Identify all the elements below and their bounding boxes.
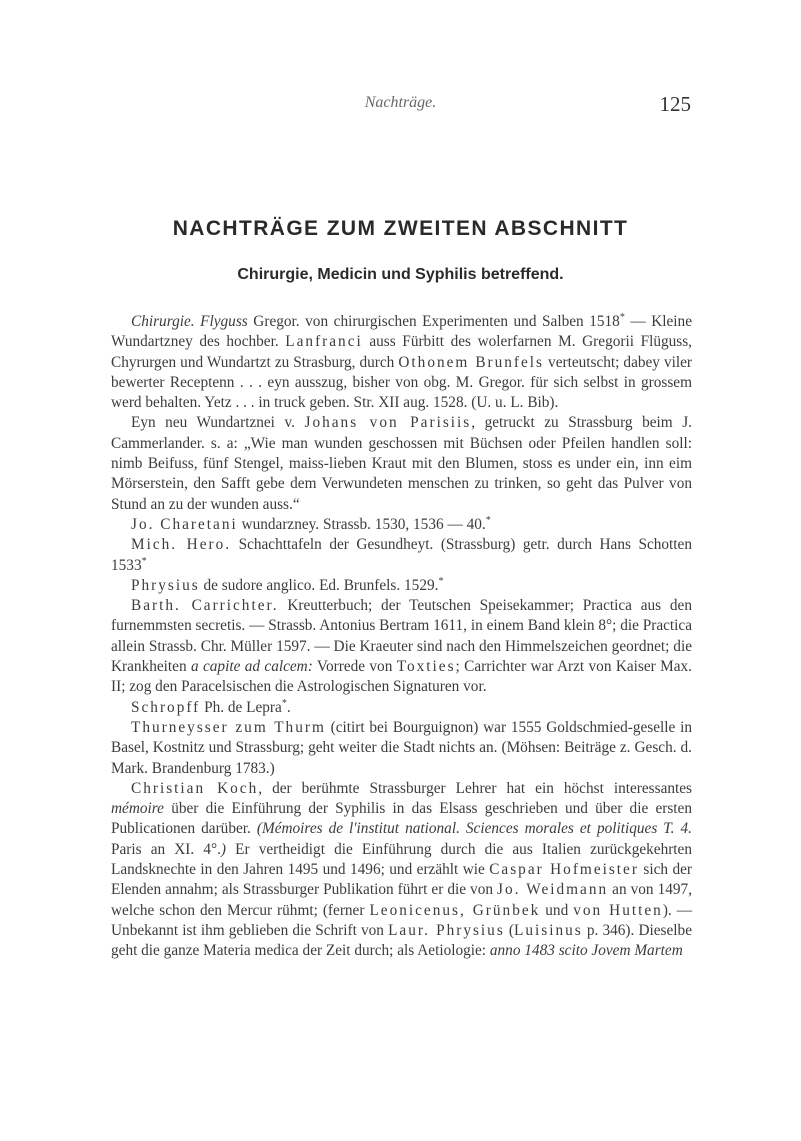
text-run: , der berühmte Strassburger Lehrer hat ein höchst interessantes — [258, 779, 693, 797]
page-number: 125 — [659, 92, 691, 116]
footnote-mark: * — [485, 514, 491, 526]
text-run: de sudore anglico. Ed. Brunfels. 1529. — [199, 576, 439, 594]
text-run: Ph. de Lepra — [200, 698, 282, 716]
name-spaced: Toxties — [396, 658, 456, 676]
section-title: NACHTRÄGE ZUM ZWEITEN ABSCHNITT — [172, 217, 629, 240]
italic-text: a capite ad calcem: — [190, 658, 313, 676]
name-spaced: Lanfranci — [285, 333, 363, 351]
italic-text: anno 1483 scito Jovem Martem — [489, 942, 683, 960]
text-run: Vorrede von — [312, 658, 397, 676]
text-run: Kreutterbuch; der Teutschen Speisekammer; Practica aus den furnemmsten secretis. — Strassb. Antonius Bertram 1611, in einem Band klein 8°; die Practica allein Strassb. Chr. Müller 1597. — Die Kraeuter sind nach den Himmelszeichen geordnet; die Krankheiten — [111, 597, 692, 676]
text-run: (citirt bei Bourguignon) war 1555 Goldschmied-geselle in Basel, Kostnitz und Strassburg; geht weiter die Stadt nichts an. (Möhsen: Beiträge z. Gesch. d. Mark. Brandenburg 1783.) — [111, 718, 692, 777]
footnote-mark: * — [141, 555, 147, 567]
name-spaced: Luisinus — [514, 921, 583, 939]
paragraph-parisiis — [111, 413, 692, 514]
footnote-mark: * — [619, 311, 625, 323]
text-run: Eyn neu Wundartznei v. — [131, 414, 305, 432]
running-title: Nachträge. — [364, 94, 437, 111]
text-run: ; Carrichter war Arzt von Kaiser Max. II; zog den Paracelsischen die Astrologischen Signaturen vor. — [111, 658, 692, 696]
name-spaced: Schropff — [131, 698, 201, 716]
paragraph-schropff — [111, 698, 692, 718]
paragraph-flyguss — [111, 312, 692, 413]
text-run: p. 346). Dieselbe geht die ganze Materia medica der Zeit durch; als Aetiologie: — [111, 921, 692, 960]
name-spaced: von Hutten — [573, 901, 663, 919]
paragraph-koch — [111, 779, 692, 962]
paragraph-carrichter — [111, 596, 692, 697]
name-spaced: Jo. Weidmann — [497, 881, 609, 899]
text-run: über die Einführung der Syphilis in das Elsass geschrieben und über die ersten Publicationen darüber. — [111, 800, 692, 838]
italic-text: (Mémoires de l'institut national. Sciences morales et politiques T. 4. — [256, 820, 692, 838]
name-spaced: Barth. Carrichter. — [131, 597, 279, 615]
italic-text: mémoire — [111, 800, 164, 818]
text-run: auss Fürbitt des wolerfarnen M. Gregorii Flüguss, Chyrurgen und Wundartzt zu Strasburg, durch — [111, 333, 693, 371]
name-spaced: Thurneysser zum Thurm — [131, 718, 326, 736]
text-run: sich der Elenden annahm; als Strassburger Publikation führt er die von — [111, 861, 692, 899]
text-run: , getruckt zu Strassburg beim J. Cammerlander. s. a: „Wie man wunden geschossen mit Büchsen oder Pfeilen handlen soll: nimb Beifuss, fünf Stengel, maiss-lieben Kraut mit den Blumen, stoss es under ein, inn eim Mörserstein, den Safft gebe dem Verwundeten menschen zu trinken, so geht das Pulver von Stund an zu der wunden auss.“ — [111, 414, 693, 513]
name-spaced: Othonem Brunfels — [398, 353, 545, 371]
text-run: Schachttafeln der Gesundheyt. (Strassburg) getr. durch Hans Schotten 1533 — [111, 536, 692, 574]
section-subtitle: Chirurgie, Medicin und Syphilis betreffend. — [237, 266, 564, 283]
name-spaced: Caspar Hofmeister — [489, 861, 639, 879]
text-run: verteutscht; dabey viler bewerter Receptenn . . . eyn ausszug, bisher von obg. M. Gregor. für sich selbst in grossem werd behalten. Yetz . . . in truck geben. Str. XII aug. 1528. (U. u. L. Bib). — [111, 353, 693, 412]
italic-text: ) — [220, 840, 227, 858]
text-run: wundarzney. Strassb. 1530, 1536 — 40. — [237, 515, 486, 533]
text-run: . — [286, 698, 291, 716]
body-text — [111, 312, 692, 962]
text-run: Er vertheidigt die Einführung durch die aus Italien zurückgekehrten Landsknechte in den Jahren 1495 und 1496; und erzählt wie — [111, 840, 692, 879]
text-run: ( — [504, 921, 515, 939]
name-spaced: Jo. Charetani — [131, 515, 238, 533]
name-spaced: Phrysius — [131, 576, 200, 594]
text-run: an von 1497, welche schon den Mercur rühmt; (ferner — [111, 881, 693, 919]
text-run: — Kleine Wundartzney des hochber. — [111, 313, 692, 351]
paragraph-phrysius — [111, 576, 692, 596]
text-run: und — [540, 901, 574, 919]
name-spaced: Christian Koch — [131, 779, 259, 797]
paragraph-thurneysser — [111, 718, 692, 779]
paragraph-hero — [111, 535, 692, 576]
name-spaced: Laur. Phrysius — [388, 921, 505, 939]
running-head — [0, 78, 801, 116]
text-run: Paris an XI. 4°. — [111, 840, 221, 858]
text-run: ). — Unbekannt ist ihm geblieben die Schrift von — [111, 901, 693, 939]
text-run: Gregor. von chirurgischen Experimenten und Salben 1518 — [247, 313, 620, 330]
name-spaced: Johans von Parisiis — [304, 414, 472, 432]
paragraph-charetani — [111, 515, 692, 535]
name-spaced: Mich. Hero. — [131, 536, 232, 554]
name-spaced: Leonicenus, Grünbek — [369, 901, 541, 919]
italic-text: Chirurgie. Flyguss — [131, 313, 248, 330]
footnote-mark: * — [281, 697, 287, 709]
footnote-mark: * — [438, 575, 444, 587]
